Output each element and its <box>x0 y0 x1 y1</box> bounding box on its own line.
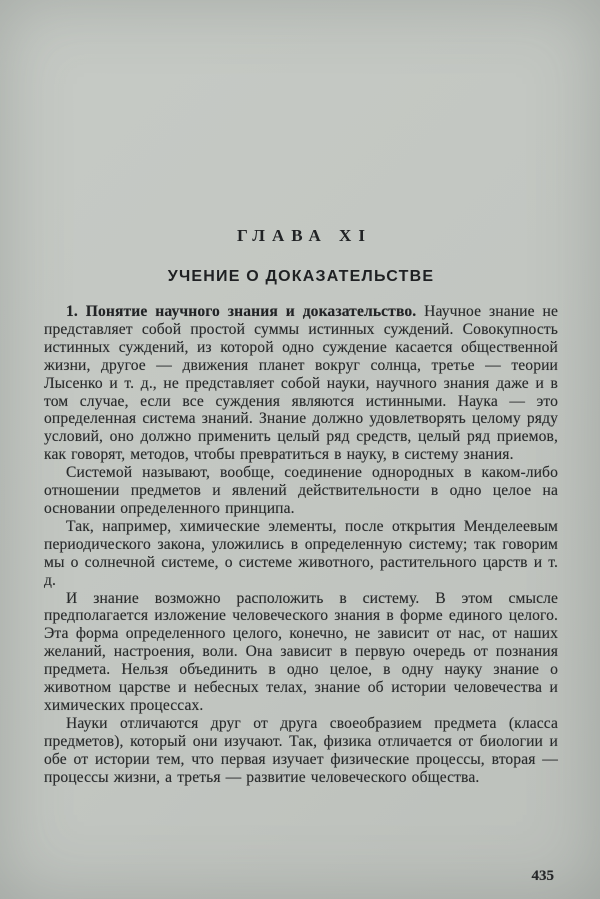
chapter-heading: ГЛАВА XI <box>237 226 372 245</box>
page-content <box>44 0 558 786</box>
paragraph: Системой называют, вообще, соединение однородных в каком-либо отношении предметов и явлений действительности в одно целое на основании определенного принципа. <box>44 464 558 517</box>
paragraph: Науки отличаются друг от друга своеобразием предмета (класса предметов), который они изучают. Так, физика отличается от биологии и обе от истории тем, что первая изучает физические процессы, вторая — процессы жизни, а третья — развитие человеческого общества. <box>44 714 558 786</box>
paragraph-lead: 1. Понятие научного знания и доказательство. <box>66 303 417 320</box>
paragraph <box>44 303 558 464</box>
paragraph: И знание возможно расположить в систему. В этом смысле предполагается изложение человеческого знания в форме единого целого. Эта форма определенного целого, конечно, не зависит от нас, от наших желаний, настроения, воли. Она зависит в первую очередь от познания предмета. Нельзя объединить в одно целое, в одну науку знание о животном царстве и небесных телах, знание об истории человечества и химических процессах. <box>44 589 558 714</box>
body-text <box>44 303 558 786</box>
page-number: 435 <box>531 868 554 884</box>
paragraph-text: Научное знание не представляет собой простой суммы истинных суждений. Совокупность истинных суждений, из которой одно суждение касается общественной жизни, другое — движения планет вокруг солнца, третье — теории Лысенко и т. д., не представляет собой науки, научного знания даже и в том случае, если все суждения являются истинными. Наука — это определенная система знаний. Знание должно удовлетворять целому ряду условий, оно должно применить целый ряд средств, целый ряд приемов, как говорят, методов, чтобы превратиться в науку, в систему знания. <box>44 303 558 464</box>
paragraph: Так, например, химические элементы, после открытия Менделеевым периодического закона, уложились в определенную систему; так говорим мы о солнечной системе, о системе животного, растительного царств и т. д. <box>44 517 558 589</box>
page-title: УЧЕНИЕ О ДОКАЗАТЕЛЬСТВЕ <box>167 268 435 285</box>
